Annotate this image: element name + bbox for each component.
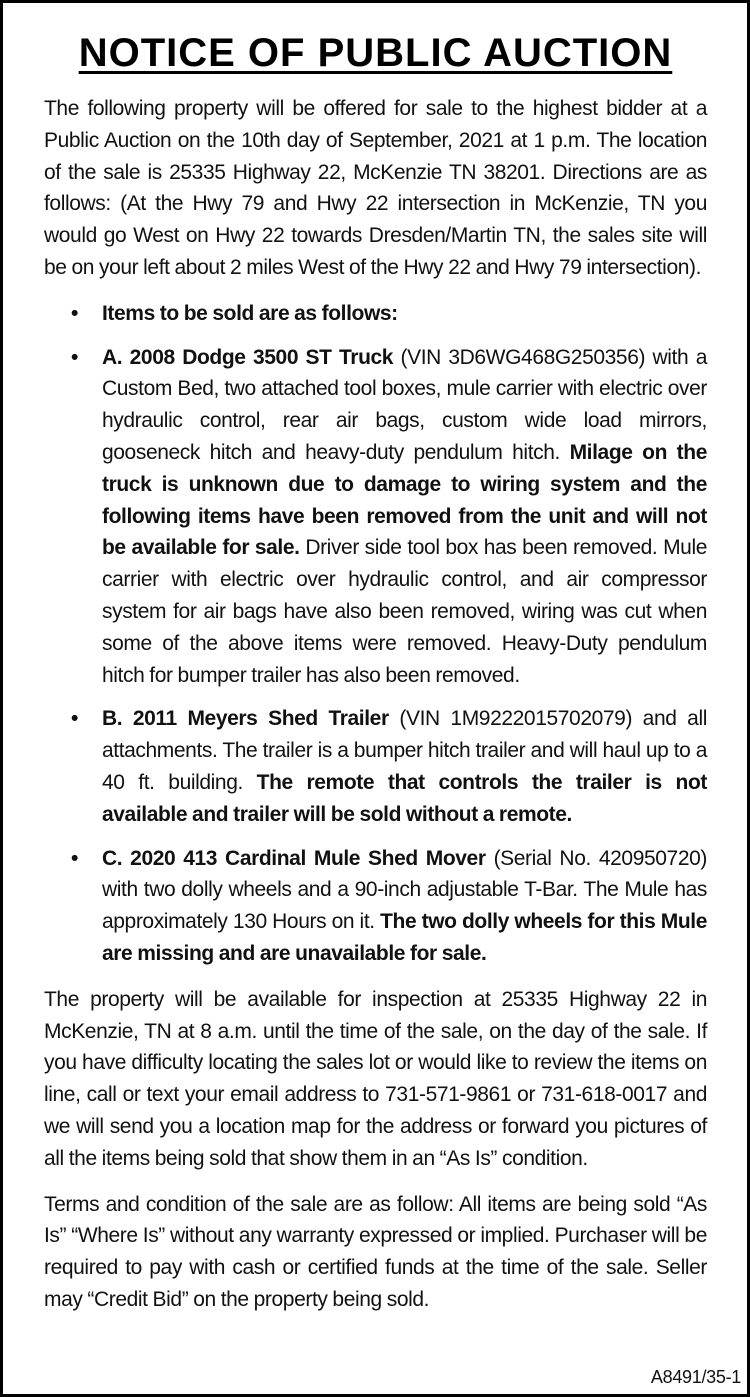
item-a-warning: Milage on the truck is unknown due to damage to wiring system and the following items have been removed from the unit and will not be available for sale. [102,440,707,560]
item-b-warning: The remote that controls the trailer is not available and trailer will be sold without a remote. [102,770,707,826]
item-c-name: C. 2020 413 Cardinal Mule Shed Mover [102,846,486,870]
item-b-name: B. 2011 Meyers Shed Trailer [102,707,389,731]
terms-paragraph: Terms and condition of the sale are as follow: All items are being sold “As Is” “Where Is” without any warranty expressed or implied. Purchaser will be required to pay with cash or certified funds at the time of the sale. Seller may “Credit Bid” on the property being sold. [44,1192,707,1311]
item-a-removed-items: Driver side tool box has been removed. Mule carrier with electric over hydraulic control, and air compressor system for air bags have also been removed, wiring was cut when some of the above items were removed. Heavy-Duty pendulum hitch for bumper trailer has also been removed. [102,536,707,687]
list-item-trailer [44,703,707,830]
list-item-shed-mover [44,843,707,970]
items-header: Items to be sold are as follows: [102,301,398,325]
bullet: • [71,301,78,325]
inspection-paragraph: The property will be available for inspection at 25335 Highway 22 in McKenzie, TN at 8 a.m. until the time of the sale, on the day of the sale. If you have difficulty locating the sales lot or would like to review the items on line, call or text your email address to 731-571-9861 or 731-618-0017 and we will send you a location map for the address or forward you pictures of all the items being sold that show them in an “As Is” condition. [44,987,707,1170]
list-item-header [44,298,707,330]
bullet: • [71,707,78,731]
bullet: • [71,345,78,369]
item-a-name: A. 2008 Dodge 3500 ST Truck [102,345,394,369]
item-c-warning: The two dolly wheels for this Mule are missing and are unavailable for sale. [102,910,707,965]
intro-paragraph: The following property will be offered for sale to the highest bidder at a Public Auction on the 10th day of September, 2021 at 1 p.m. The location of the sale is 25335 Highway 22, McKenzie TN 38201. Directions are as follows: (At the Hwy 79 and Hwy 22 intersection in McKenzie, TN you would go West on Hwy 22 towards Dresden/Martin TN, the sales site will be on your left about 2 miles West of the Hwy 22 and Hwy 79 intersection). [44,97,707,279]
item-a-description: (VIN 3D6WG468G250356) with a Custom Bed, two attached tool boxes, mule carrier with electric over hydraulic control, rear air bags, custom wide load mirrors, gooseneck hitch and heavy-duty pendulum hitch. [102,345,707,464]
list-item-truck [44,342,707,692]
notice-title: NOTICE OF PUBLIC AUCTION [78,31,673,75]
item-b-description: (VIN 1M9222015702079) and all attachments. The trailer is a bumper hitch trailer and will haul up to a 40 ft. building. [102,707,707,794]
ad-code: A8491/35-1 [650,1367,741,1387]
bullet: • [71,846,78,870]
item-c-description: (Serial No. 420950720) with two dolly wheels and a 90-inch adjustable T-Bar. The Mule has approximately 130 Hours on it. [102,846,707,934]
items-list [44,298,707,970]
